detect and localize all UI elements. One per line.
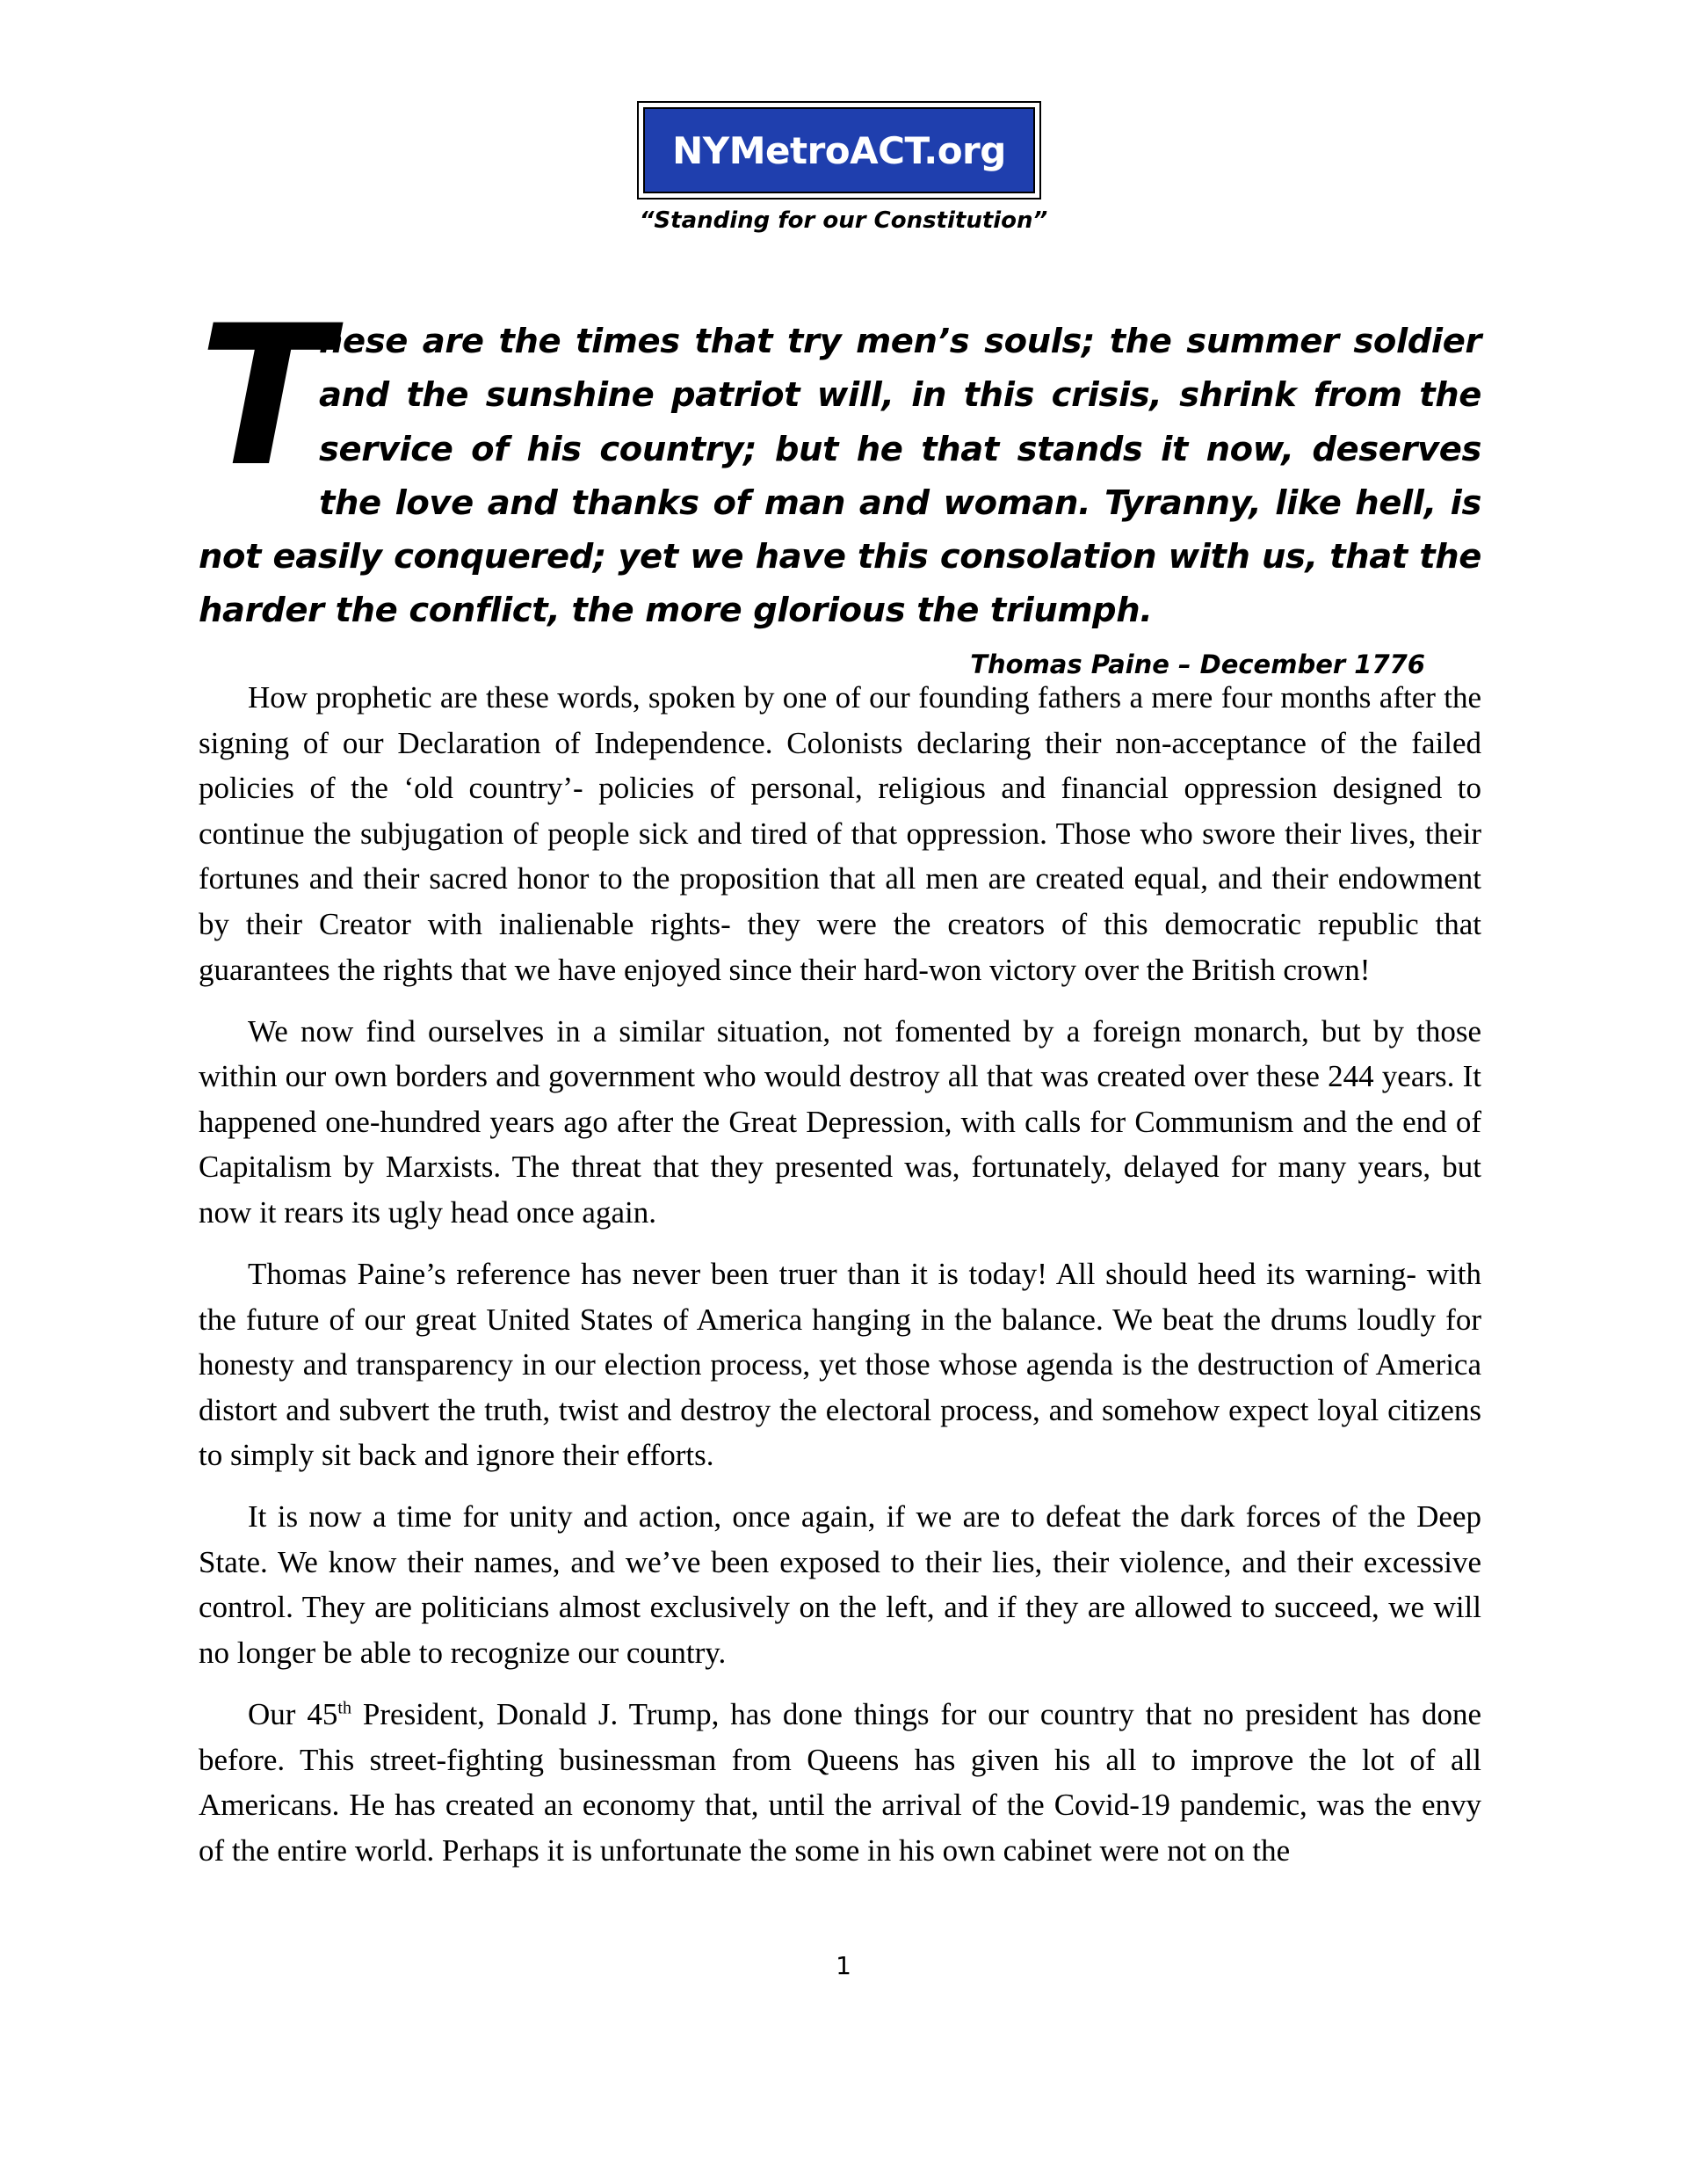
paragraph-1: How prophetic are these words, spoken by one of our founding fathers a mere four months after the signing of our Declaration of Independence. Colonists declaring their non-acceptance of the failed policies of the ‘old country’- policies of personal, religious and financial oppression designed to continue the subjugation of people sick and tired of that oppression. Those who swore their lives, their fortunes and their sacred honor to the proposition that all men are created equal, and their endowment by their Creator with inalienable rights- they were the creators of this democratic republic that guarantees the rights that we have enjoyed since their hard-won victory over the British crown!	[199, 680, 1481, 987]
page-number: 1	[836, 1951, 851, 1980]
logo-text: NYMetroACT.org	[643, 107, 1035, 193]
paragraph-4: It is now a time for unity and action, once again, if we are to defeat the dark forces of the Deep State. We know their names, and we’ve been exposed to their lies, their violence, and their excessive control. They are politicians almost exclusively on the left, and if they are allowed to succeed, we will no longer be able to recognize our country.	[199, 1499, 1481, 1671]
tagline: “Standing for our Constitution”	[639, 207, 1048, 234]
paragraph-3: Thomas Paine’s reference has never been truer than it is today! All should heed its warning- with the future of our great United States of America hanging in the balance. We beat the drums loudly for honesty and transparency in our election process, yet those whose agenda is the destruction of America distort and subvert the truth, twist and destroy the electoral process, and somehow expect loyal citizens to simply sit back and ignore their efforts.	[199, 1256, 1481, 1473]
quote-block	[199, 284, 1481, 692]
paragraph-2: We now find ourselves in a similar situation, not fomented by a foreign monarch, but by those within our own borders and government who would destroy all that was created over these 244 years. It happened one-hundred years ago after the Great Depression, with calls for Communism and the end of Capitalism by Marxists. The threat that they presented was, fortunately, delayed for many years, but now it rears its ugly head once again.	[199, 1013, 1481, 1230]
ordinal-superscript: th	[337, 1698, 351, 1718]
paragraph-5-rest: President, Donald J. Trump, has done things for our country that no president has done before. This street-fighting businessman from Queens has given his all to improve the lot of all Americans. He has created an economy that, until the arrival of the Covid-19 pandemic, was the envy of the entire world. Perhaps it is unfortunate the some in his own cabinet were not on the	[199, 1697, 1481, 1868]
quote-text: hese are the times that try men’s souls; the summer soldier and the sunshine patriot will, in this crisis, shrink from the service of his country; but he that stands it now, deserves the love and thanks of man and woman. Tyranny, like hell, is not easily conquered; yet we have this consolation with us, that the harder the conflict, the more glorious the triumph.	[199, 322, 1481, 631]
paragraph-5	[199, 1692, 1481, 1873]
paragraph-5-start: Our 45	[248, 1697, 338, 1732]
quote-attribution: Thomas Paine – December 1776	[970, 649, 1425, 679]
article-body	[199, 675, 1481, 1890]
logo	[637, 101, 1041, 200]
drop-cap: T	[199, 284, 330, 509]
